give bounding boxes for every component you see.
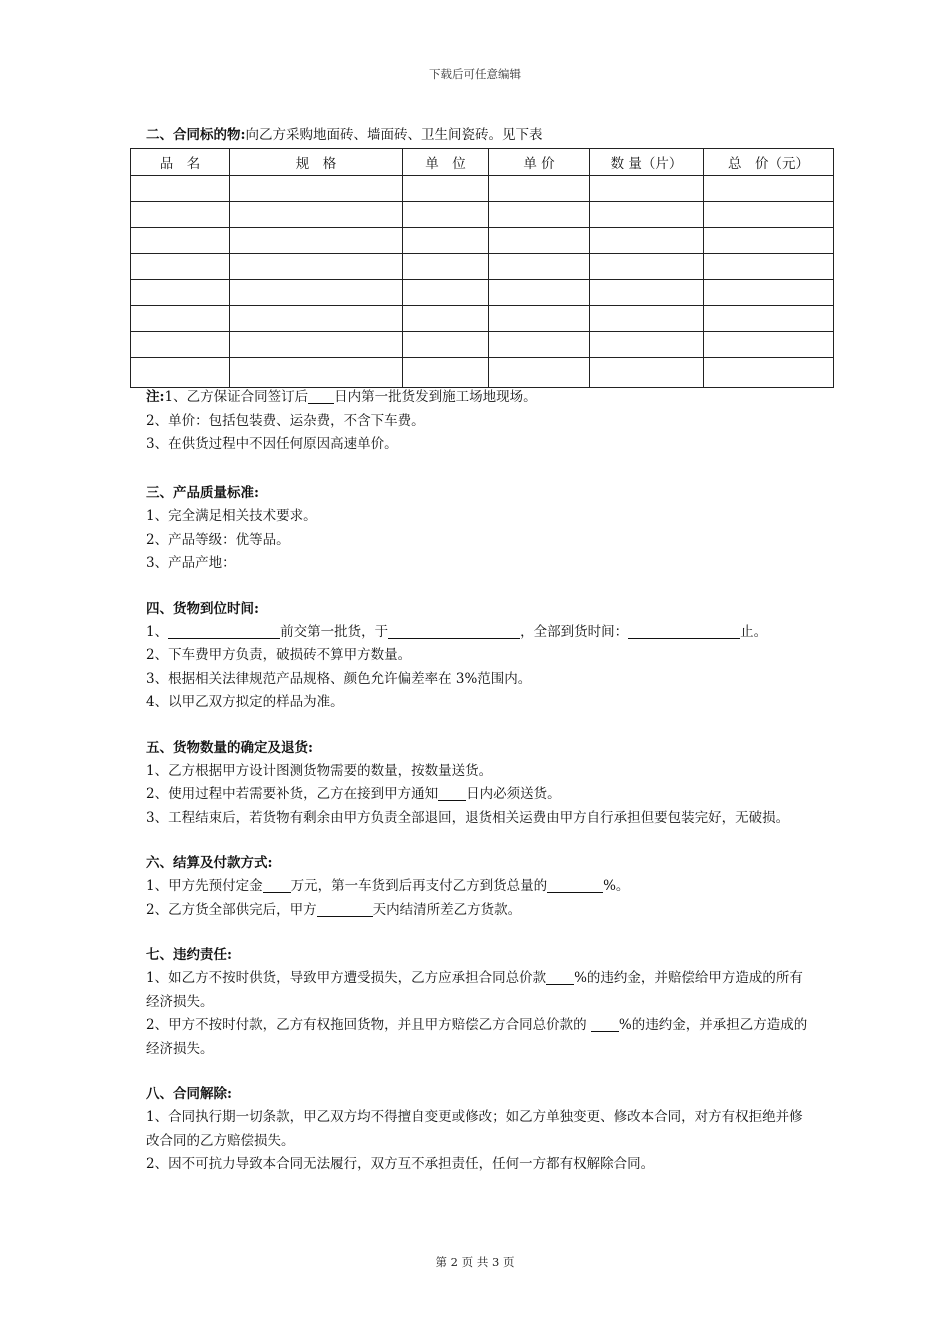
table-cell[interactable]: [489, 202, 590, 228]
section3-item: 3、产品产地：: [146, 555, 236, 571]
section3-item: 2、产品等级：优等品。: [146, 531, 290, 548]
table-cell[interactable]: [131, 176, 230, 202]
full-delivery-date-field[interactable]: [628, 622, 740, 639]
table-cell[interactable]: [590, 254, 704, 280]
contract-body: [146, 482, 816, 1177]
table-cell[interactable]: [590, 358, 704, 388]
table-row: [131, 202, 834, 228]
note-2: 2、单价：包括包装费、运杂费，不含下车费。: [146, 412, 425, 429]
table-cell[interactable]: [590, 280, 704, 306]
table-cell[interactable]: [131, 228, 230, 254]
table-cell[interactable]: [590, 202, 704, 228]
s5-text-b: 日内必须送货。: [466, 786, 561, 802]
section4-item: 3、根据相关法律规范产品规格、颜色允许偏差率在 3%范围内。: [146, 670, 532, 687]
note-1-text-b: 日内第一批货发到施工场地现场。: [334, 389, 537, 405]
table-cell[interactable]: [230, 228, 403, 254]
note-1: [146, 386, 816, 410]
table-cell[interactable]: [590, 306, 704, 332]
table-cell[interactable]: [489, 176, 590, 202]
page-header: 下载后可任意编辑: [429, 67, 521, 81]
table-cell[interactable]: [403, 280, 489, 306]
s7-text-d: %的违约金，并承担乙方造成的经济损失。: [146, 1017, 808, 1057]
section2-desc: 向乙方采购地面砖、墙面砖、卫生间瓷砖。见下表: [245, 127, 543, 143]
table-cell[interactable]: [489, 254, 590, 280]
table-cell[interactable]: [230, 254, 403, 280]
note-1-text-a: 1、乙方保证合同签订后: [164, 389, 309, 405]
table-cell[interactable]: [131, 254, 230, 280]
table-row: [131, 228, 834, 254]
table-row: [131, 358, 834, 388]
section4-item: 4、以甲乙双方拟定的样品为准。: [146, 694, 344, 710]
section7-item-2: [146, 1014, 816, 1061]
deposit-amount-field[interactable]: [263, 876, 291, 893]
table-cell[interactable]: [704, 358, 834, 388]
s4-text-b: 前交第一批货，于: [280, 623, 389, 640]
col-header-qty: 数 量（片）: [590, 149, 704, 176]
section4-item: 2、下车费甲方负责，破损砖不算甲方数量。: [146, 647, 412, 663]
notes-label: 注:: [146, 389, 165, 405]
s4-text-a: 1、: [146, 623, 169, 640]
restock-days-field[interactable]: [438, 784, 466, 801]
s4-text-c: ，全部到货时间：: [520, 623, 629, 640]
page-footer: 第 2 页 共 3 页: [435, 1255, 515, 1269]
table-cell[interactable]: [489, 280, 590, 306]
table-row: [131, 280, 834, 306]
table-cell[interactable]: [489, 306, 590, 332]
section8-title: 八、合同解除:: [146, 1086, 232, 1102]
section4-item-1: [146, 621, 816, 645]
table-cell[interactable]: [230, 306, 403, 332]
table-cell[interactable]: [230, 202, 403, 228]
goods-table: [130, 148, 834, 388]
table-cell[interactable]: [704, 332, 834, 358]
section2-title: 二、合同标的物:: [146, 127, 246, 143]
table-cell[interactable]: [704, 254, 834, 280]
table-cell[interactable]: [704, 228, 834, 254]
table-cell[interactable]: [131, 358, 230, 388]
table-row: [131, 332, 834, 358]
col-header-price: 单 价: [489, 149, 590, 176]
days-blank-field[interactable]: [308, 387, 334, 404]
section5-item-3: 3、工程结束后，若货物有剩余由甲方负责全部退回，退货相关运费由甲方自行承担但要包装完好，无破损。: [146, 809, 790, 826]
table-cell[interactable]: [131, 332, 230, 358]
section7-item-1: [146, 967, 816, 1014]
section3-item: 1、完全满足相关技术要求。: [146, 508, 317, 524]
table-cell[interactable]: [230, 358, 403, 388]
s4-text-d: 止。: [740, 623, 768, 640]
table-cell[interactable]: [403, 228, 489, 254]
col-header-total: 总 价（元）: [704, 149, 834, 176]
table-row: [131, 176, 834, 202]
section3-title: 三、产品质量标准:: [146, 485, 259, 501]
notes-block: [146, 386, 816, 457]
table-cell[interactable]: [704, 280, 834, 306]
settlement-days-field[interactable]: [317, 900, 373, 917]
section8-item-2: 2、因不可抗力导致本合同无法履行，双方互不承担责任，任何一方都有权解除合同。: [146, 1156, 655, 1172]
section5-item-2: [146, 783, 816, 807]
table-cell[interactable]: [230, 280, 403, 306]
table-cell[interactable]: [230, 332, 403, 358]
section6-item-1: [146, 875, 816, 899]
table-cell[interactable]: [403, 254, 489, 280]
table-cell[interactable]: [590, 332, 704, 358]
table-row: [131, 306, 834, 332]
payment-percent-field[interactable]: [547, 876, 603, 893]
s7-text-a: 1、如乙方不按时供货，导致甲方遭受损失，乙方应承担合同总价款: [146, 970, 547, 986]
table-cell[interactable]: [590, 176, 704, 202]
buyer-penalty-percent-field[interactable]: [591, 1015, 619, 1032]
table-cell[interactable]: [403, 202, 489, 228]
section7-title: 七、违约责任:: [146, 947, 232, 963]
s6-text-b: 万元，第一车货到后再支付乙方到货总量的: [290, 878, 548, 894]
table-cell[interactable]: [489, 358, 590, 388]
first-delivery-place-field[interactable]: [388, 622, 520, 639]
table-cell[interactable]: [403, 306, 489, 332]
table-cell[interactable]: [403, 332, 489, 358]
table-cell[interactable]: [131, 280, 230, 306]
table-cell[interactable]: [704, 176, 834, 202]
section4-title: 四、货物到位时间:: [146, 600, 259, 617]
table-cell[interactable]: [131, 306, 230, 332]
table-cell[interactable]: [403, 176, 489, 202]
supplier-penalty-percent-field[interactable]: [546, 968, 574, 985]
s7-text-c: 2、甲方不按时付款，乙方有权拖回货物，并且甲方赔偿乙方合同总价款的: [146, 1017, 591, 1033]
first-delivery-date-field[interactable]: [168, 622, 280, 639]
col-header-spec: 规 格: [230, 149, 403, 176]
table-cell[interactable]: [590, 228, 704, 254]
section2-title-line: [146, 124, 542, 147]
section6-item-2: [146, 899, 816, 923]
table-cell[interactable]: [403, 358, 489, 388]
s5-text-a: 2、使用过程中若需要补货，乙方在接到甲方通知: [146, 786, 439, 802]
s6-text-d: 2、乙方货全部供完后，甲方: [146, 901, 317, 918]
table-cell[interactable]: [489, 228, 590, 254]
section5-title: 五、货物数量的确定及退货:: [146, 739, 313, 756]
table-cell[interactable]: [704, 306, 834, 332]
col-header-name: 品 名: [131, 149, 230, 176]
table-header-row: [131, 149, 834, 176]
table-cell[interactable]: [489, 332, 590, 358]
s6-text-e: 天内结清所差乙方货款。: [372, 901, 522, 918]
table-cell[interactable]: [230, 176, 403, 202]
table-row: [131, 254, 834, 280]
section6-title: 六、结算及付款方式:: [146, 855, 273, 871]
table-cell[interactable]: [704, 202, 834, 228]
table-cell[interactable]: [131, 202, 230, 228]
note-3: 3、在供货过程中不因任何原因高速单价。: [146, 436, 398, 452]
s7-text-b: %的违约金，并赔偿给甲方造成的所有经济损失。: [146, 970, 803, 1010]
section5-item-1: 1、乙方根据甲方设计图测货物需要的数量，按数量送货。: [146, 762, 493, 779]
section8-item-1: 1、合同执行期一切条款，甲乙双方均不得擅自变更或修改；如乙方单独变更、修改本合同，对方有权拒绝并修改合同的乙方赔偿损失。: [146, 1109, 803, 1149]
col-header-unit: 单 位: [403, 149, 489, 176]
s6-text-c: %。: [603, 878, 630, 894]
s6-text-a: 1、甲方先预付定金: [146, 878, 263, 894]
